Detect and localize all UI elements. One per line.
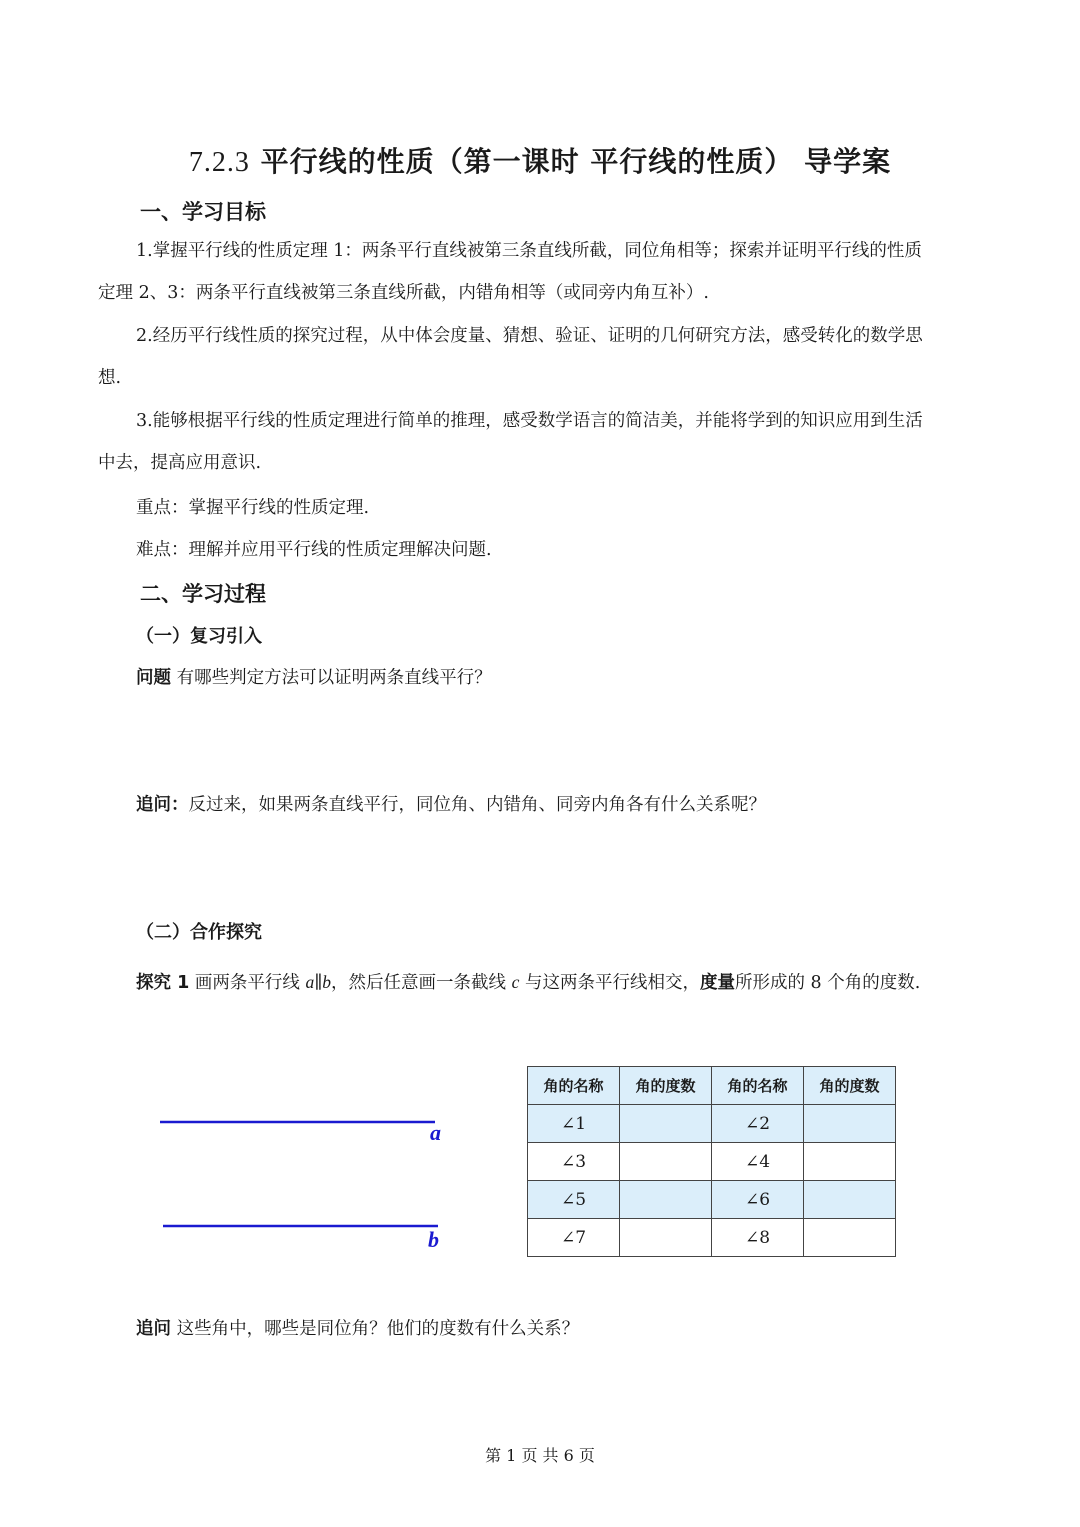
table-cell: ∠3 (528, 1143, 620, 1181)
table-cell: ∠6 (712, 1181, 804, 1219)
parallel-lines-figure (150, 1105, 460, 1255)
table-cell: ∠8 (712, 1219, 804, 1257)
table-cell: ∠2 (712, 1105, 804, 1143)
table-header: 角的名称 (712, 1067, 804, 1105)
table-row (528, 1143, 896, 1181)
goal-1-line1: 1.掌握平行线的性质定理 1：两条平行直线被第三条直线所截，同位角相等；探索并证明平行线的性质 (136, 241, 922, 261)
line-b-label: b (428, 1227, 439, 1252)
follow-up-question (136, 791, 766, 816)
question (136, 664, 492, 689)
table-cell[interactable] (620, 1181, 712, 1219)
explore-c: c (511, 972, 520, 992)
table-header: 角的度数 (804, 1067, 896, 1105)
goal-1 (98, 230, 988, 314)
page-title (0, 140, 1080, 180)
table-cell: ∠5 (528, 1181, 620, 1219)
section1-heading: 一、学习目标 (140, 200, 266, 224)
goal-3 (98, 400, 988, 484)
angles-table (527, 1066, 896, 1257)
goal-3-line1: 3.能够根据平行线的性质定理进行简单的推理，感受数学语言的简洁美，并能将学到的知识应用到生活 (136, 411, 923, 431)
title-number: 7.2.3 (188, 147, 250, 178)
explore-ab: a∥b (305, 972, 332, 992)
goal-2-line1: 2.经历平行线性质的探究过程，从中体会度量、猜想、验证、证明的几何研究方法，感受转化的数学思 (136, 326, 923, 346)
table-cell[interactable] (804, 1219, 896, 1257)
explore-1 (136, 969, 920, 994)
explore-text-d: 所形成的 8 个角的度数. (734, 973, 921, 993)
table-cell[interactable] (804, 1181, 896, 1219)
key-point: 重点：掌握平行线的性质定理. (136, 498, 370, 518)
goal-1-line2: 定理 2、3：两条平行直线被第三条直线所截，内错角相等（或同旁内角互补）. (98, 283, 709, 303)
page-footer: 第 1 页 共 6 页 (485, 1446, 595, 1465)
table-cell: ∠4 (712, 1143, 804, 1181)
table-cell: ∠1 (528, 1105, 620, 1143)
follow-up-label: 追问： (136, 795, 189, 815)
table-cell[interactable] (804, 1105, 896, 1143)
follow-up-text: 反过来，如果两条直线平行，同位角、内错角、同旁内角各有什么关系呢？ (188, 795, 766, 815)
explore-label: 探究 1 (136, 973, 190, 993)
table-row (528, 1105, 896, 1143)
explore-text-a: 画两条平行线 (194, 973, 300, 993)
table-row (528, 1219, 896, 1257)
table-header-row (528, 1067, 896, 1105)
follow-up-question-2 (136, 1315, 579, 1340)
table-cell[interactable] (804, 1143, 896, 1181)
table-cell[interactable] (620, 1219, 712, 1257)
goal-2-line2: 想. (98, 368, 122, 388)
difficulty: 难点：理解并应用平行线的性质定理解决问题. (136, 540, 492, 560)
question-text: 有哪些判定方法可以证明两条直线平行？ (176, 668, 492, 688)
explore-text-c: 与这两条平行线相交， (524, 973, 700, 993)
explore-text-b: ，然后任意画一条截线 (331, 973, 507, 993)
table-header: 角的名称 (528, 1067, 620, 1105)
subsection-review: （一）复习引入 (136, 626, 262, 647)
follow-up-2-label: 追问 (136, 1319, 171, 1339)
goal-2 (98, 315, 988, 399)
table-cell: ∠7 (528, 1219, 620, 1257)
table-cell[interactable] (620, 1105, 712, 1143)
title-text: 平行线的性质（第一课时 平行线的性质） 导学案 (260, 145, 892, 178)
line-a-label: a (430, 1120, 441, 1145)
section2-heading: 二、学习过程 (140, 582, 266, 606)
explore-measure: 度量 (699, 973, 735, 993)
question-label: 问题 (136, 668, 171, 688)
subsection-explore: （二）合作探究 (136, 922, 262, 943)
table-cell[interactable] (620, 1143, 712, 1181)
table-header: 角的度数 (620, 1067, 712, 1105)
follow-up-2-text: 这些角中，哪些是同位角？他们的度数有什么关系？ (176, 1319, 580, 1339)
goal-3-line2: 中去，提高应用意识. (98, 453, 262, 473)
table-row (528, 1181, 896, 1219)
